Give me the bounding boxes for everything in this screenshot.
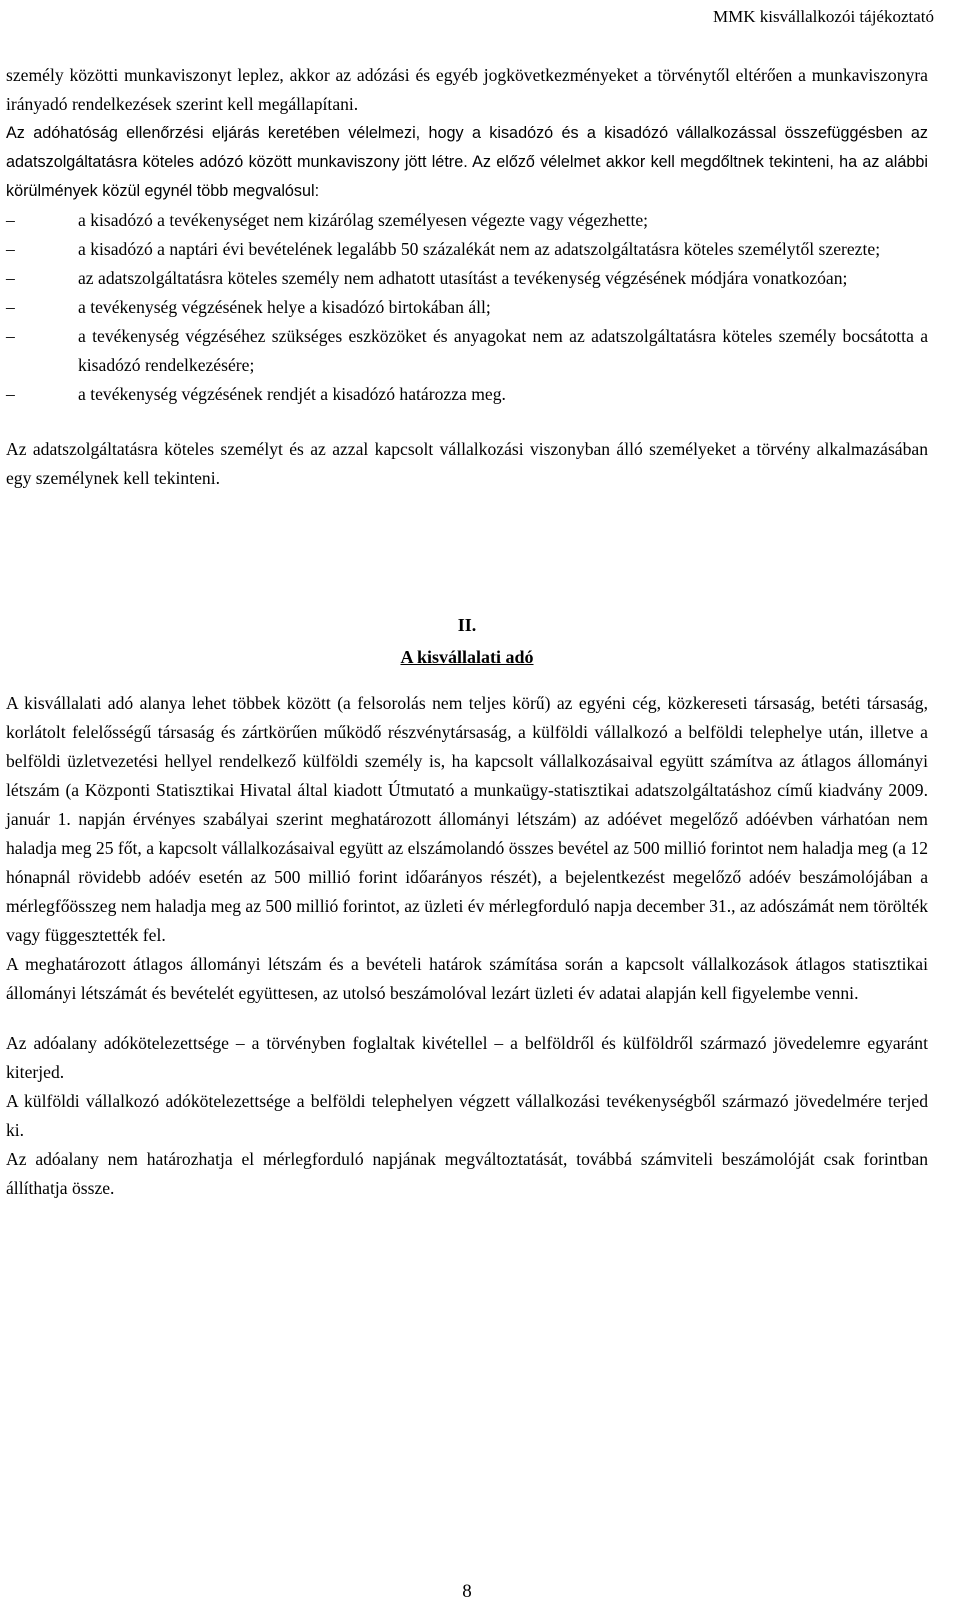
section-number: II. <box>457 615 477 635</box>
rebuttal-text: Az előző vélelmet akkor kell megdőltnek tekinteni, ha az alábbi körülmények közül egynél több megvalósul: <box>6 153 928 200</box>
spacer <box>6 1008 928 1029</box>
intro-paragraph-1: személy közötti munkaviszonyt leplez, akkor az adózási és egyéb jogkövetkezményeket a törvénytől eltérően a munkaviszonyra irányadó rendelkezések szerint kell megállapítani. <box>6 65 928 114</box>
condition-item-5: – a tevékenység végzéséhez szükséges eszközöket és anyagokat nem az adatszolgáltatásra köteles személy bocsátotta a kisadózó rendelkezésére; <box>78 322 928 380</box>
section-paragraph-1: A kisvállalati adó alanya lehet többek között (a felsorolás nem teljes körű) az egyéni cég, közkereseti társaság, betéti társaság, korlátolt felelősségű társaság és zártkörűen működő részvénytársaság, a külföldi vállalkozó a belföldi telephelye után, illetve a belföldi üzletvezetési hellyel rendelkező külföldi személy is, ha kapcsolt vállalkozásaival együtt számítva az átlagos állományi létszám (a Központi Statisztikai Hivatal által kiadott Útmutató a munkaügy-statisztikai adatszolgáltatáshoz című kiadvány 2009. január 1. napján érvényes szabályai szerint meghatározott állományi létszám) az adóévet megelőző adóévben várhatóan nem haladja meg 25 főt, a kapcsolt vállalkozásaival együtt az elszámolandó összes bevétel az 500 millió forintot nem haladja meg (a 12 hónapnál rövidebb adóév esetén az 500 millió forint időarányos részét), a bejelentkezést megelőző adóév beszámolójában a mérlegfőösszeg nem haladja meg az 500 millió forintot, az üzleti év mérlegforduló napja december 31., az adószámát nem törölték vagy függesztették fel. <box>6 693 928 945</box>
condition-item-6: – a tevékenység végzésének rendjét a kisadózó határozza meg. <box>78 380 928 409</box>
section-paragraph-4: A külföldi vállalkozó adókötelezettsége a belföldi telephelyen végzett vállalkozási tevékenységből származó jövedelmére terjed ki. <box>6 1091 928 1140</box>
closing-paragraph: Az adatszolgáltatásra köteles személyt és az azzal kapcsolt vállalkozási viszonyban álló személyeket a törvény alkalmazásában egy személynek kell tekinteni. <box>6 439 928 488</box>
presumption-text: Az adóhatóság ellenőrzési eljárás keretében vélelmezi, hogy a kisadózó és a kisadózó vállalkozással összefüggésben az adatszolgáltatásra köteles adózó között munkaviszony jött létre. <box>6 124 928 171</box>
conditions-list <box>6 206 928 409</box>
spacer <box>6 673 928 689</box>
condition-item-1: – a kisadózó a tevékenységet nem kizárólag személyesen végezte vagy végezhette; <box>78 206 928 235</box>
spacer <box>6 493 928 609</box>
section-paragraph-5: Az adóalany nem határozhatja el mérlegforduló napjának megváltoztatását, továbbá számviteli beszámolóját csak forintban állíthatja össze. <box>6 1149 928 1198</box>
condition-item-3: – az adatszolgáltatásra köteles személy nem adhatott utasítást a tevékenység végzésének módjára vonatkozóan; <box>78 264 928 293</box>
running-header: MMK kisvállalkozói tájékoztató <box>713 7 934 26</box>
page-number: 8 <box>462 1581 472 1602</box>
condition-item-2: – a kisadózó a naptári évi bevételének legalább 50 százalékát nem az adatszolgáltatásra köteles személytől szerezte; <box>78 235 928 264</box>
section-heading <box>6 641 928 673</box>
spacer <box>6 409 928 435</box>
condition-item-4: – a tevékenység végzésének helye a kisadózó birtokában áll; <box>78 293 928 322</box>
page-body <box>6 61 928 1203</box>
section-paragraph-2: A meghatározott átlagos állományi létszám és a bevételi határok számítása során a kapcsolt vállalkozások átlagos statisztikai állományi létszámát és bevételét együttesen, az utolsó beszámolóval lezárt üzleti év adatai alapján kell figyelembe venni. <box>6 954 928 1003</box>
section-title: A kisvállalati adó <box>400 647 534 667</box>
section-paragraph-3: Az adóalany adókötelezettsége – a törvényben foglaltak kivétellel – a belföldről és külföldről származó jövedelemre egyaránt kiterjed. <box>6 1033 928 1082</box>
intro-paragraph-2 <box>6 119 928 206</box>
